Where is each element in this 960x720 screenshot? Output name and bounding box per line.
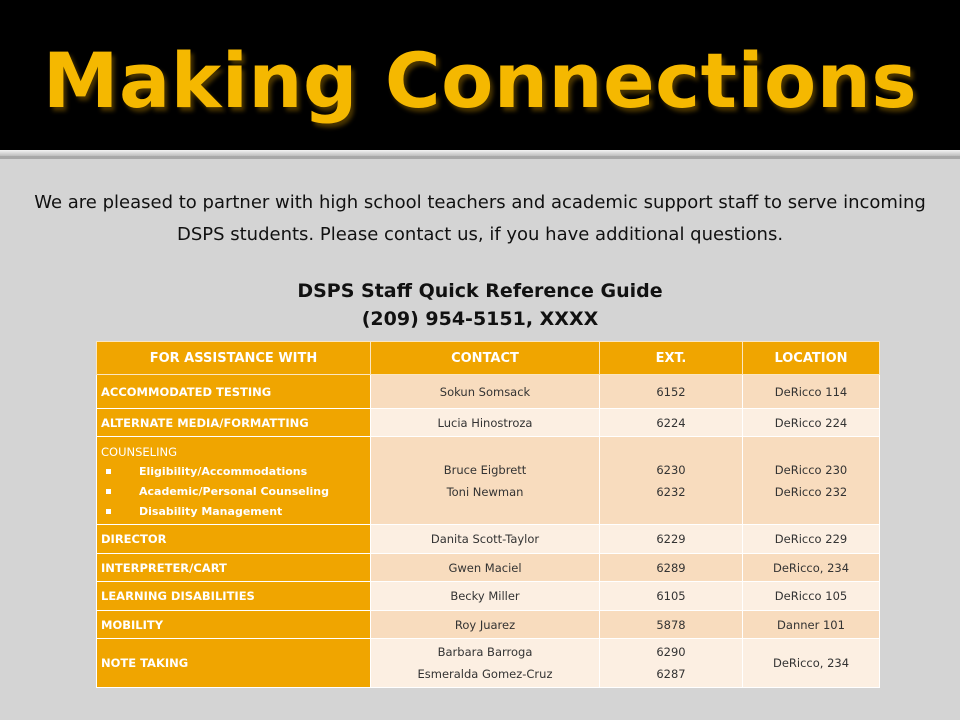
header-contact: CONTACT [371, 342, 600, 375]
ext-cell [600, 639, 743, 688]
ext-cell [600, 525, 743, 554]
extension-number: 6229 [656, 532, 686, 546]
contact-name: Esmeralda Gomez-Cruz [417, 667, 553, 681]
category-label: ALTERNATE MEDIA/FORMATTING [101, 415, 309, 430]
counseling-subitems [101, 462, 366, 522]
category-label: LEARNING DISABILITIES [101, 589, 255, 603]
list-item [101, 482, 366, 502]
location-cell [743, 639, 880, 688]
contact-cell [371, 437, 600, 525]
contact-name: Lucia Hinostroza [437, 415, 533, 430]
table-row [97, 639, 880, 688]
row-category [97, 409, 371, 437]
extension-number: 6232 [656, 484, 686, 499]
contact-name: Toni Newman [446, 484, 524, 499]
contact-cell [371, 409, 600, 437]
row-category [97, 375, 371, 409]
table-row [97, 437, 880, 525]
category-label: COUNSELING [101, 445, 177, 459]
location-cell [743, 409, 880, 437]
row-category [97, 525, 371, 554]
contact-name: Sokun Somsack [439, 384, 531, 399]
extension-number: 6287 [656, 667, 686, 681]
ext-cell [600, 437, 743, 525]
location-name: DeRicco, 234 [772, 656, 850, 670]
title-divider-shadow [0, 156, 960, 159]
ext-cell [600, 375, 743, 409]
table-row [97, 611, 880, 639]
ext-cell [600, 409, 743, 437]
table-row [97, 409, 880, 437]
location-cell [743, 611, 880, 639]
location-name: DeRicco, 234 [772, 560, 850, 575]
slide-title: Making Connections [42, 36, 918, 125]
row-category [97, 611, 371, 639]
square-bullet-icon [106, 509, 111, 514]
contact-name: Barbara Barroga [437, 645, 533, 659]
row-category [97, 582, 371, 611]
contact-cell [371, 375, 600, 409]
extension-number: 6230 [656, 462, 686, 477]
extension-number: 6289 [656, 560, 686, 575]
location-name: DeRicco 224 [774, 415, 848, 430]
category-label: NOTE TAKING [101, 656, 189, 670]
location-name: DeRicco 232 [774, 484, 848, 499]
location-name: Danner 101 [777, 617, 845, 632]
contact-cell [371, 525, 600, 554]
row-category [97, 554, 371, 582]
location-cell [743, 437, 880, 525]
contact-name: Roy Juarez [454, 617, 516, 632]
ext-cell [600, 582, 743, 611]
list-item [101, 502, 366, 522]
contact-cell [371, 582, 600, 611]
extension-number: 6152 [656, 384, 686, 399]
extension-number: 5878 [656, 617, 686, 632]
category-label: MOBILITY [101, 617, 164, 632]
table-row [97, 525, 880, 554]
staff-reference-table [96, 341, 880, 688]
location-name: DeRicco 230 [774, 462, 848, 477]
category-label: DIRECTOR [101, 532, 167, 546]
location-cell [743, 375, 880, 409]
subitem-label: Academic/Personal Counseling [139, 485, 330, 498]
contact-cell [371, 639, 600, 688]
list-item [101, 462, 366, 482]
category-label: INTERPRETER/CART [101, 560, 227, 575]
contact-cell [371, 554, 600, 582]
extension-number: 6105 [656, 589, 686, 603]
table-row [97, 375, 880, 409]
contact-name: Gwen Maciel [448, 560, 522, 575]
location-name: DeRicco 114 [774, 384, 848, 399]
row-category [97, 639, 371, 688]
extension-number: 6290 [656, 645, 686, 659]
category-label: ACCOMMODATED TESTING [101, 384, 272, 399]
header-location: LOCATION [743, 342, 880, 375]
ext-cell [600, 611, 743, 639]
contact-name: Bruce Eigbrett [443, 462, 527, 477]
extension-number: 6224 [656, 415, 686, 430]
ext-cell [600, 554, 743, 582]
header-assistance: FOR ASSISTANCE WITH [97, 342, 371, 375]
table-header-row [97, 342, 880, 375]
contact-cell [371, 611, 600, 639]
table-row [97, 582, 880, 611]
contact-name: Becky Miller [450, 589, 520, 603]
square-bullet-icon [106, 489, 111, 494]
subitem-label: Disability Management [139, 505, 283, 518]
location-cell [743, 525, 880, 554]
header-ext: EXT. [600, 342, 743, 375]
square-bullet-icon [106, 469, 111, 474]
intro-paragraph: We are pleased to partner with high school teachers and academic support staff to serve incoming DSPS students. Please contact us, if you have additional questions. [34, 192, 926, 245]
contact-name: Danita Scott-Taylor [430, 532, 540, 546]
location-name: DeRicco 105 [774, 589, 848, 603]
location-cell [743, 554, 880, 582]
table-row [97, 554, 880, 582]
guide-phone: (209) 954-5151, XXXX [361, 308, 599, 330]
location-name: DeRicco 229 [774, 532, 848, 546]
location-cell [743, 582, 880, 611]
guide-title: DSPS Staff Quick Reference Guide [297, 280, 663, 302]
subitem-label: Eligibility/Accommodations [139, 465, 308, 478]
row-category [97, 437, 371, 525]
